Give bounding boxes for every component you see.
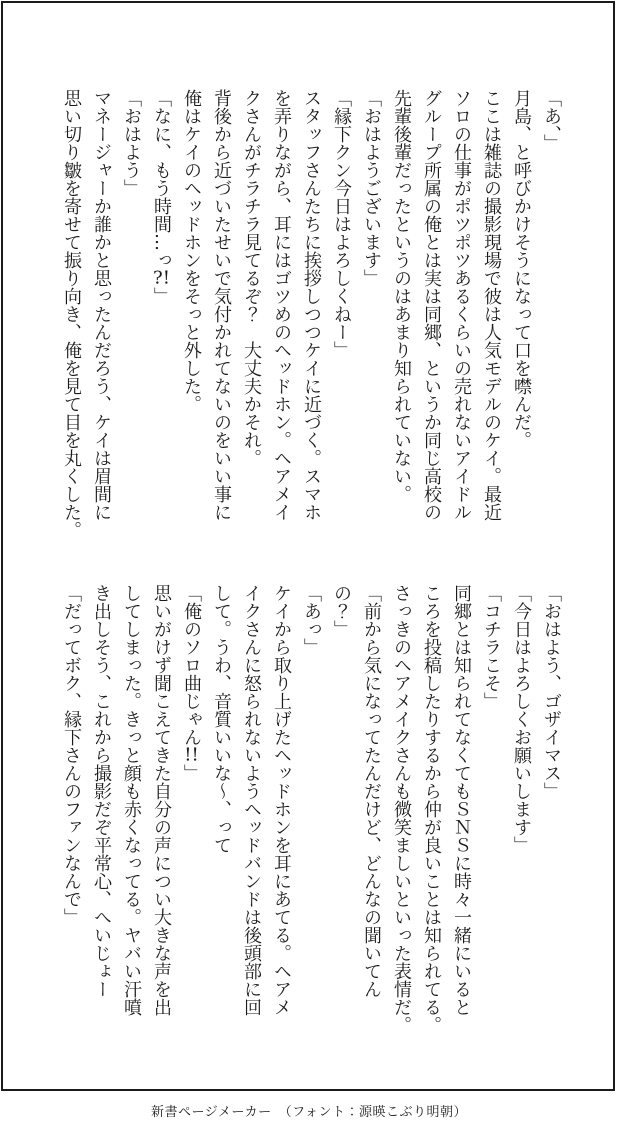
text-line: して。うわ、音質いいな〜、って <box>211 584 232 854</box>
text-line: 月島、と呼びかけそうになって口を噤んだ。 <box>511 89 532 449</box>
text-line: 「おはようございます」 <box>361 89 382 287</box>
text-line: スタッフさんたちに挨拶しつつケイに近づく。スマホ <box>301 89 322 521</box>
text-line: 「コチラこそ」 <box>481 584 502 710</box>
text-line: 「あっ」 <box>301 584 322 656</box>
text-line: 思いがけず聞こえてきた自分の声につい大きな声を出 <box>151 584 172 1016</box>
text-line: さっきのヘアメイクさんも微笑ましいといった表情だ。 <box>391 584 412 1034</box>
text-line: ケイから取り上げたヘッドホンを耳にあてる。ヘアメ <box>271 584 292 1016</box>
text-line: グループ所属の俺とは実は同郷、というか同じ高校の <box>421 89 442 521</box>
text-line: 思い切り皺を寄せて振り向き、俺を見て目を丸くした。 <box>61 89 82 539</box>
text-block-lower <box>56 584 566 1096</box>
text-line: を弄りながら、耳にはゴツめのヘッドホン。ヘアメイ <box>271 89 292 521</box>
text-line: 「あ、」 <box>541 89 562 152</box>
text-line: 同郷とは知られてなくてもＳＮＳに時々一緒にいると <box>451 584 472 1016</box>
text-line: の？」 <box>331 584 352 638</box>
text-line: 「おはよう、ゴザイマス」 <box>541 584 562 800</box>
text-line: 「だってボク、縁下さんのファンなんで」 <box>61 584 82 926</box>
footer-credit: 新書ページメーカー （フォント：源暎こぶり明朝） <box>151 1105 467 1120</box>
text-line: 「今日はよろしくお願いします」 <box>511 584 532 854</box>
text-line: ころを投稿したりするから仲が良いことは知られてる。 <box>421 584 442 1034</box>
text-line: 俺はケイのヘッドホンをそっと外した。 <box>181 89 202 413</box>
text-line: 「前から気になってたんだけど、どんなの聞いてん <box>361 584 382 998</box>
text-block-upper <box>56 89 566 601</box>
text-line: 「縁下クン今日はよろしくねー」 <box>331 89 352 359</box>
text-line: イクさんに怒られないようヘッドバンドは後頭部に回 <box>241 584 262 1016</box>
text-line: 「俺のソロ曲じゃん!!」 <box>181 584 202 782</box>
text-line: 先輩後輩だったというのはあまり知られていない。 <box>391 89 412 503</box>
text-line: 「おはよう」 <box>121 89 142 197</box>
text-line: ソロの仕事がポツポツあるくらいの売れないアイドル <box>451 89 472 521</box>
text-line: き出しそう、これから撮影だぞ平常心、へいじょー <box>91 584 112 998</box>
text-line: 「なに、もう時間…っ?!」 <box>151 89 172 305</box>
text-line: クさんがチラチラ見てるぞ？ 大丈夫かそれ。 <box>241 89 262 467</box>
text-line: 背後から近づいたせいで気付かれてないのをいい事に <box>211 89 232 521</box>
text-line: ここは雑誌の撮影現場で彼は人気モデルのケイ。最近 <box>481 89 502 521</box>
text-line: してしまった。きっと顔も赤くなってる。ヤバい汗噴 <box>121 584 142 1016</box>
text-line: マネージャーか誰かと思ったんだろう、ケイは眉間に <box>91 89 112 521</box>
